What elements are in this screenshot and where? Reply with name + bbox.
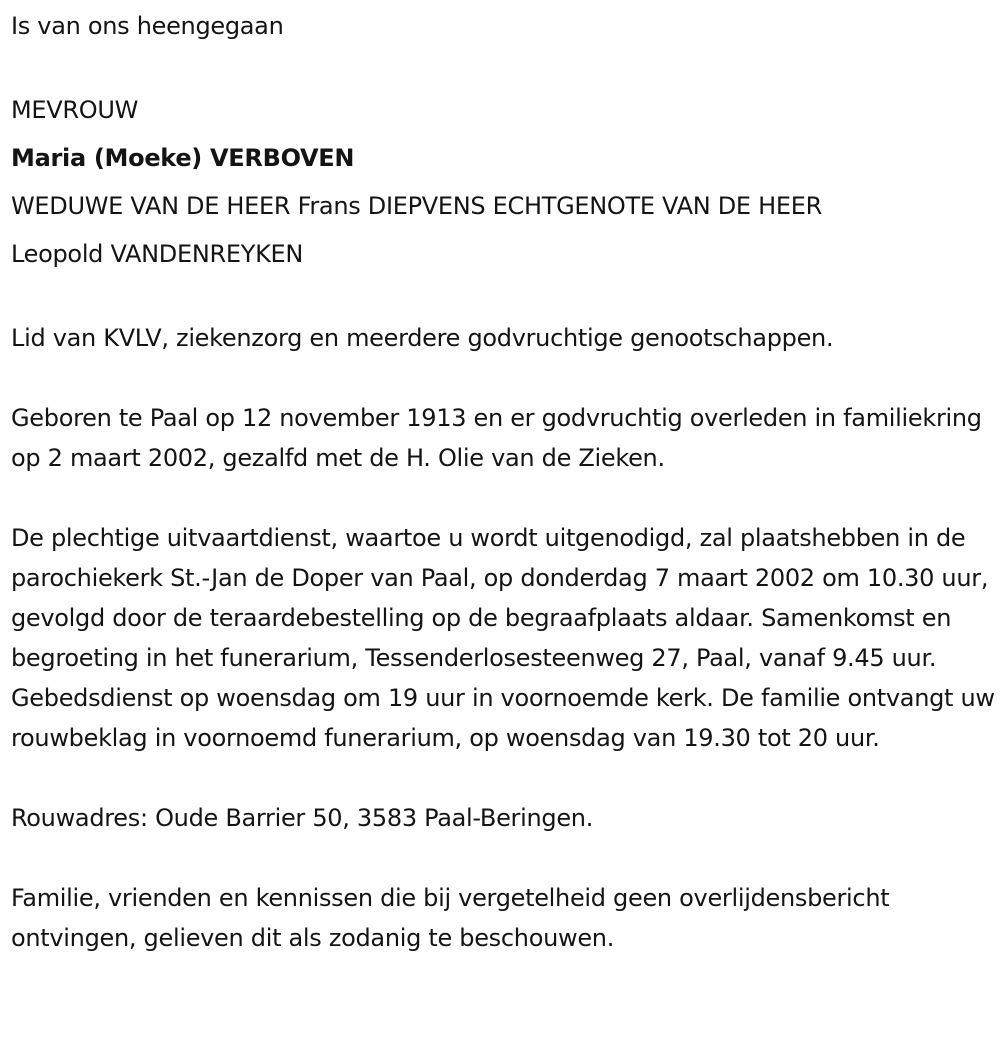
spouse-line-2: Leopold VANDENREYKEN [11, 240, 304, 268]
death-notice [11, 6, 996, 958]
mourning-address: Rouwadres: Oude Barrier 50, 3583 Paal-Beringen. [11, 804, 594, 832]
funeral-details-paragraph: De plechtige uitvaartdienst, waartoe u wordt uitgenodigd, zal plaatshebben in de parochiekerk St.-Jan de Doper van Paal, op donderdag 7 maart 2002 om 10.30 uur, gevolgd door de teraardebestelling op de begraafplaats aldaar. Samenkomst en begroeting in het funerarium, Tessenderlosesteenweg 27, Paal, vanaf 9.45 uur. Gebedsdienst op woensdag om 19 uur in voornoemde kerk. De familie ontvangt uw rouwbeklag in voornoemd funerarium, op woensdag van 19.30 tot 20 uur. [11, 524, 995, 752]
closing-note: Familie, vrienden en kennissen die bij vergetelheid geen overlijdensbericht ontvingen, gelieven dit als zodanig te beschouwen. [11, 884, 890, 952]
membership-paragraph: Lid van KVLV, ziekenzorg en meerdere godvruchtige genootschappen. [11, 324, 834, 352]
birth-death-paragraph: Geboren te Paal op 12 november 1913 en er godvruchtig overleden in familiekring op 2 maart 2002, gezalfd met de H. Olie van de Zieken. [11, 404, 982, 472]
salutation: MEVROUW [11, 96, 139, 124]
intro-text: Is van ons heengegaan [11, 12, 284, 40]
spouse-line-1: WEDUWE VAN DE HEER Frans DIEPVENS ECHTGENOTE VAN DE HEER [11, 192, 822, 220]
deceased-name: Maria (Moeke) VERBOVEN [11, 144, 355, 172]
